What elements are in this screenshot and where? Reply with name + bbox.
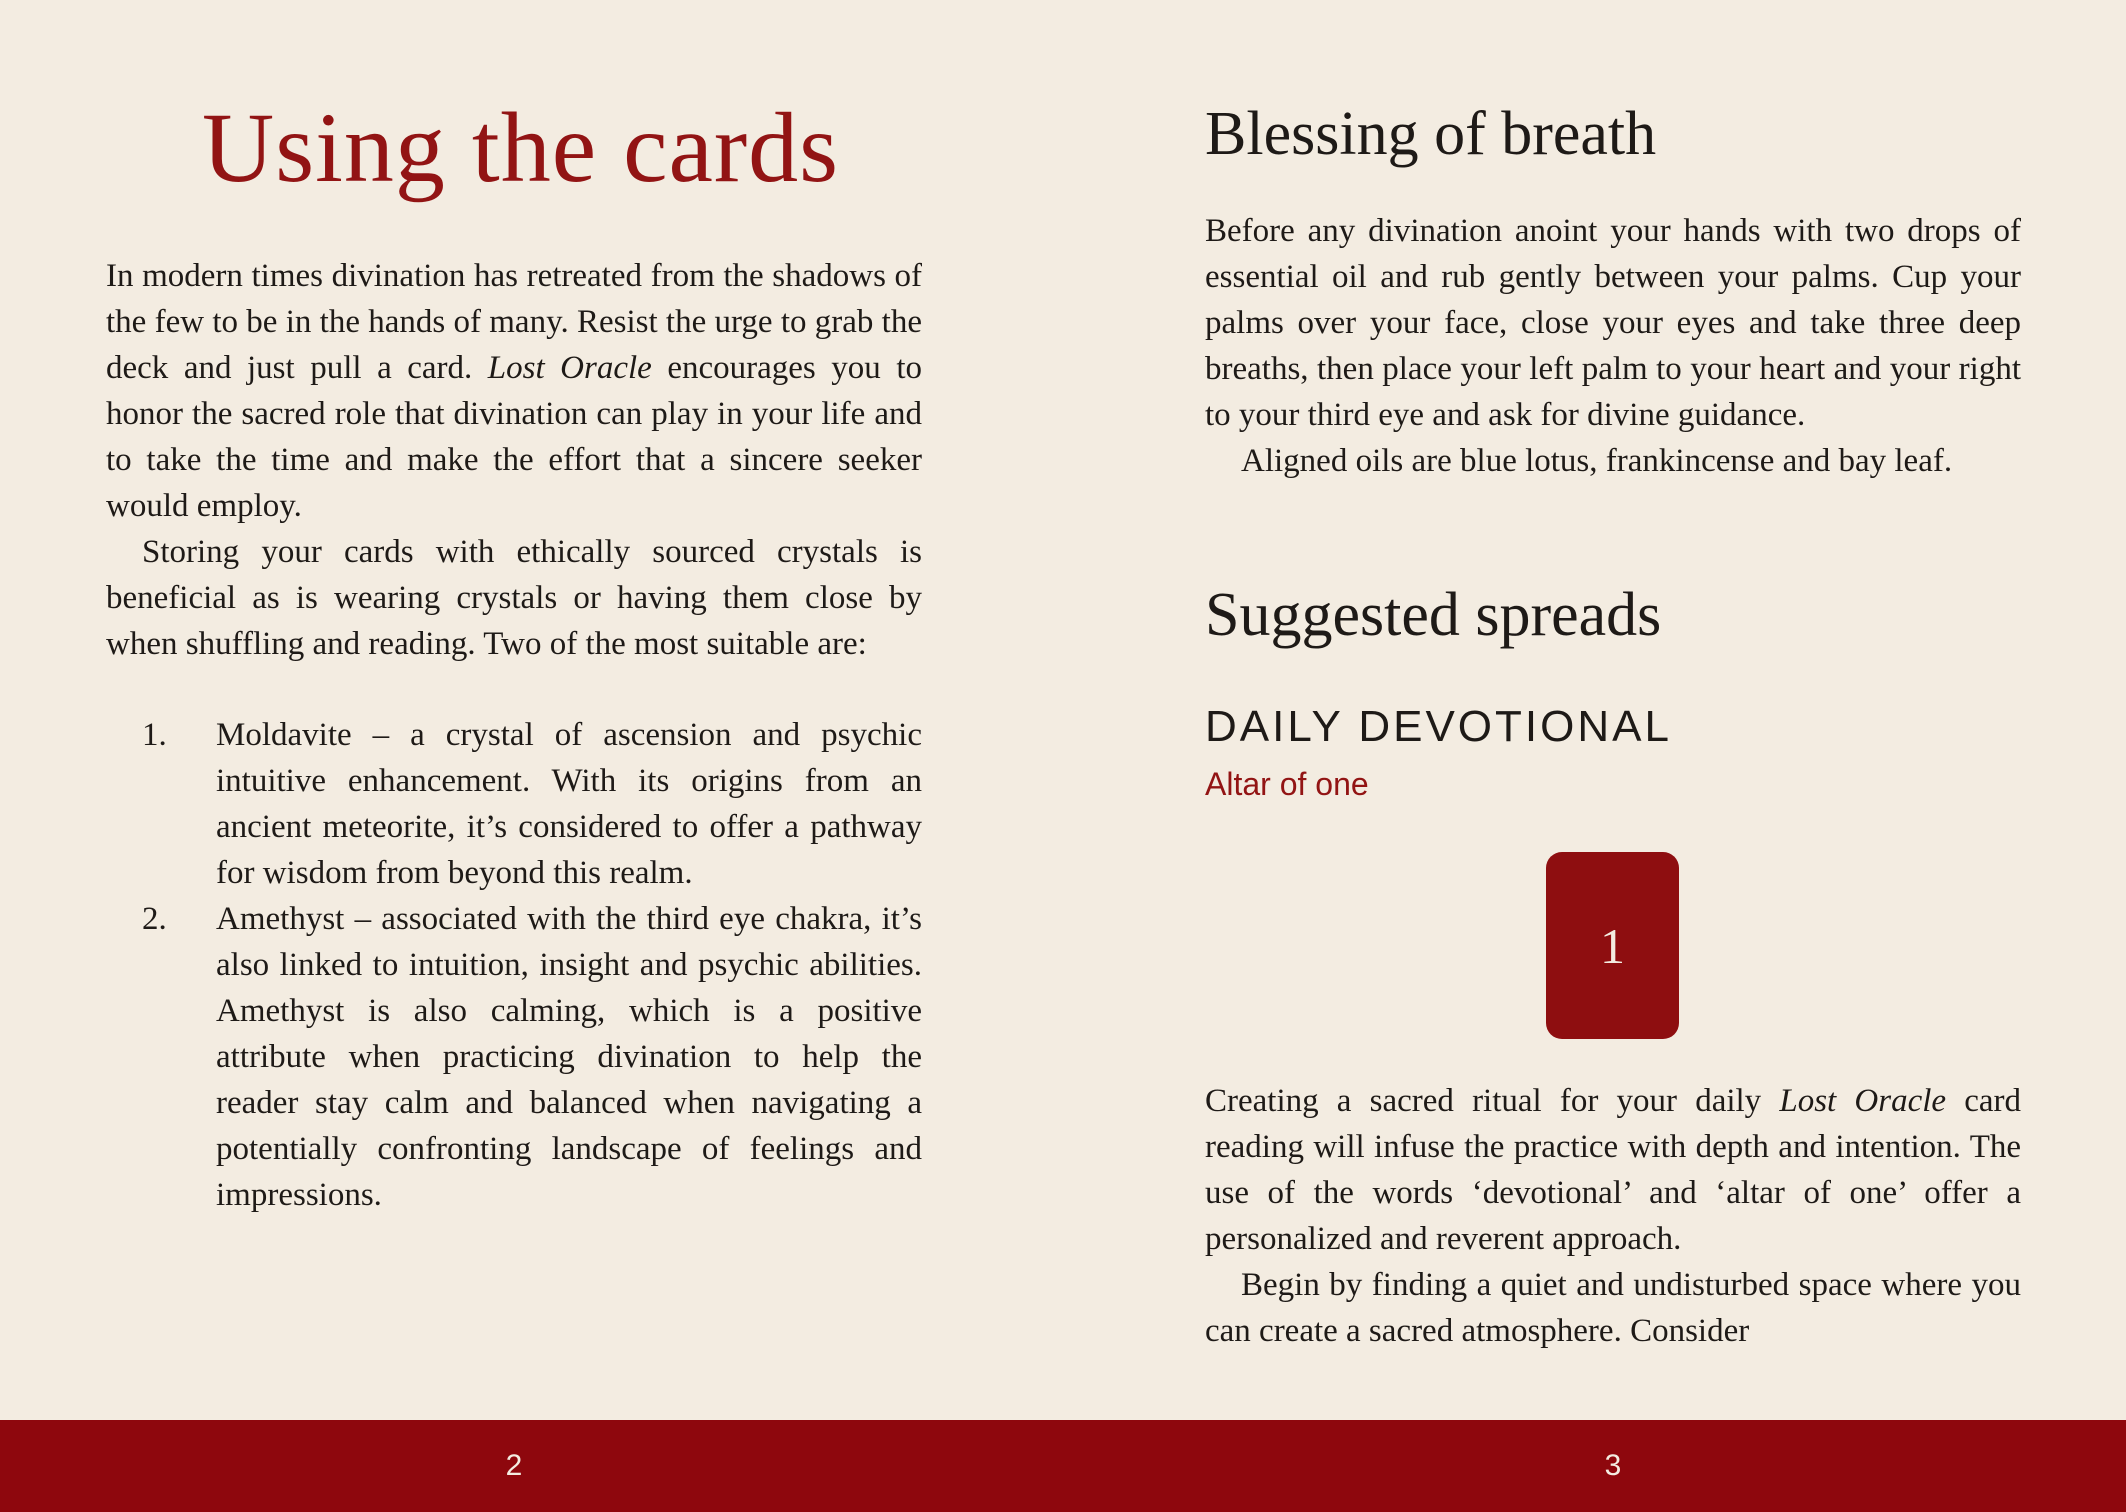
page-number-left: 2: [505, 1449, 523, 1482]
aligned-oils-paragraph: Aligned oils are blue lotus, frankincense and bay leaf.: [1241, 443, 1953, 479]
intro-text-b: encourages you to honor the sacred role that divination can play in your life and to take the time and make the effort that a sincere seeker would employ.: [106, 350, 922, 524]
intro-paragraph: [106, 253, 922, 529]
spread-paragraph: [1205, 1078, 2021, 1262]
book-title-emphasis: Lost Oracle: [487, 350, 652, 386]
page-number-right: 3: [1604, 1449, 1622, 1482]
spread-title: DAILY DEVOTIONAL: [1205, 702, 1672, 751]
spread-text-b: card reading will infuse the practice with depth and intention. The use of the words ‘devotional’ and ‘altar of one’ offer a personalized and reverent approach.: [1205, 1083, 2021, 1257]
blessing-heading: Blessing of breath: [1205, 100, 1657, 168]
blessing-body: [1205, 208, 2021, 484]
list-item-text: Amethyst – associated with the third eye chakra, it’s also linked to intuition, insight and psychic abilities. Amethyst is also calming, which is a positive attribute when practicing divination to help the reader stay calm and balanced when navigating a potentially confronting landscape of feelings and impressions.: [216, 901, 922, 1213]
footer-bar: [0, 1420, 2126, 1512]
book-title-emphasis: Lost Oracle: [1779, 1083, 1947, 1119]
left-body: [106, 253, 922, 667]
list-number: 1.: [142, 717, 167, 753]
spread-text-a: Creating a sacred ritual for your daily: [1205, 1083, 1780, 1119]
right-page: [1205, 0, 2021, 1420]
list-item-text: Moldavite – a crystal of ascension and psychic intuitive enhancement. With its origins from an ancient meteorite, it’s considered to offer a pathway for wisdom from beyond this realm.: [216, 717, 922, 891]
list-number: 2.: [142, 901, 167, 937]
left-page: [106, 0, 922, 1420]
intro-text-a: In modern times divination has retreated from the shadows of the few to be in the hands of many. Resist the urge to grab the deck and just pull a card.: [106, 258, 922, 386]
page-title: Using the cards: [202, 92, 840, 203]
crystals-paragraph: Storing your cards with ethically sourced crystals is beneficial as is wearing crystals or having them close by when shuffling and reading. Two of the most suitable are:: [106, 534, 922, 662]
crystal-list: [106, 712, 922, 1218]
spreads-heading: Suggested spreads: [1205, 581, 1662, 649]
spread-paragraph-2: Begin by finding a quiet and undisturbed space where you can create a sacred atmosphere. Consider: [1205, 1267, 2021, 1349]
card-position: [1546, 852, 1679, 1039]
spread-body: [1205, 1078, 2021, 1354]
list-item: [106, 896, 922, 1218]
spread-subtitle: Altar of one: [1205, 766, 1369, 802]
blessing-paragraph: Before any divination anoint your hands with two drops of essential oil and rub gently between your palms. Cup your palms over your face, close your eyes and take three deep breaths, then place your left palm to your heart and your right to your third eye and ask for divine guidance.: [1205, 213, 2021, 433]
card-number: 1: [1600, 917, 1625, 974]
list-item: [106, 712, 922, 896]
